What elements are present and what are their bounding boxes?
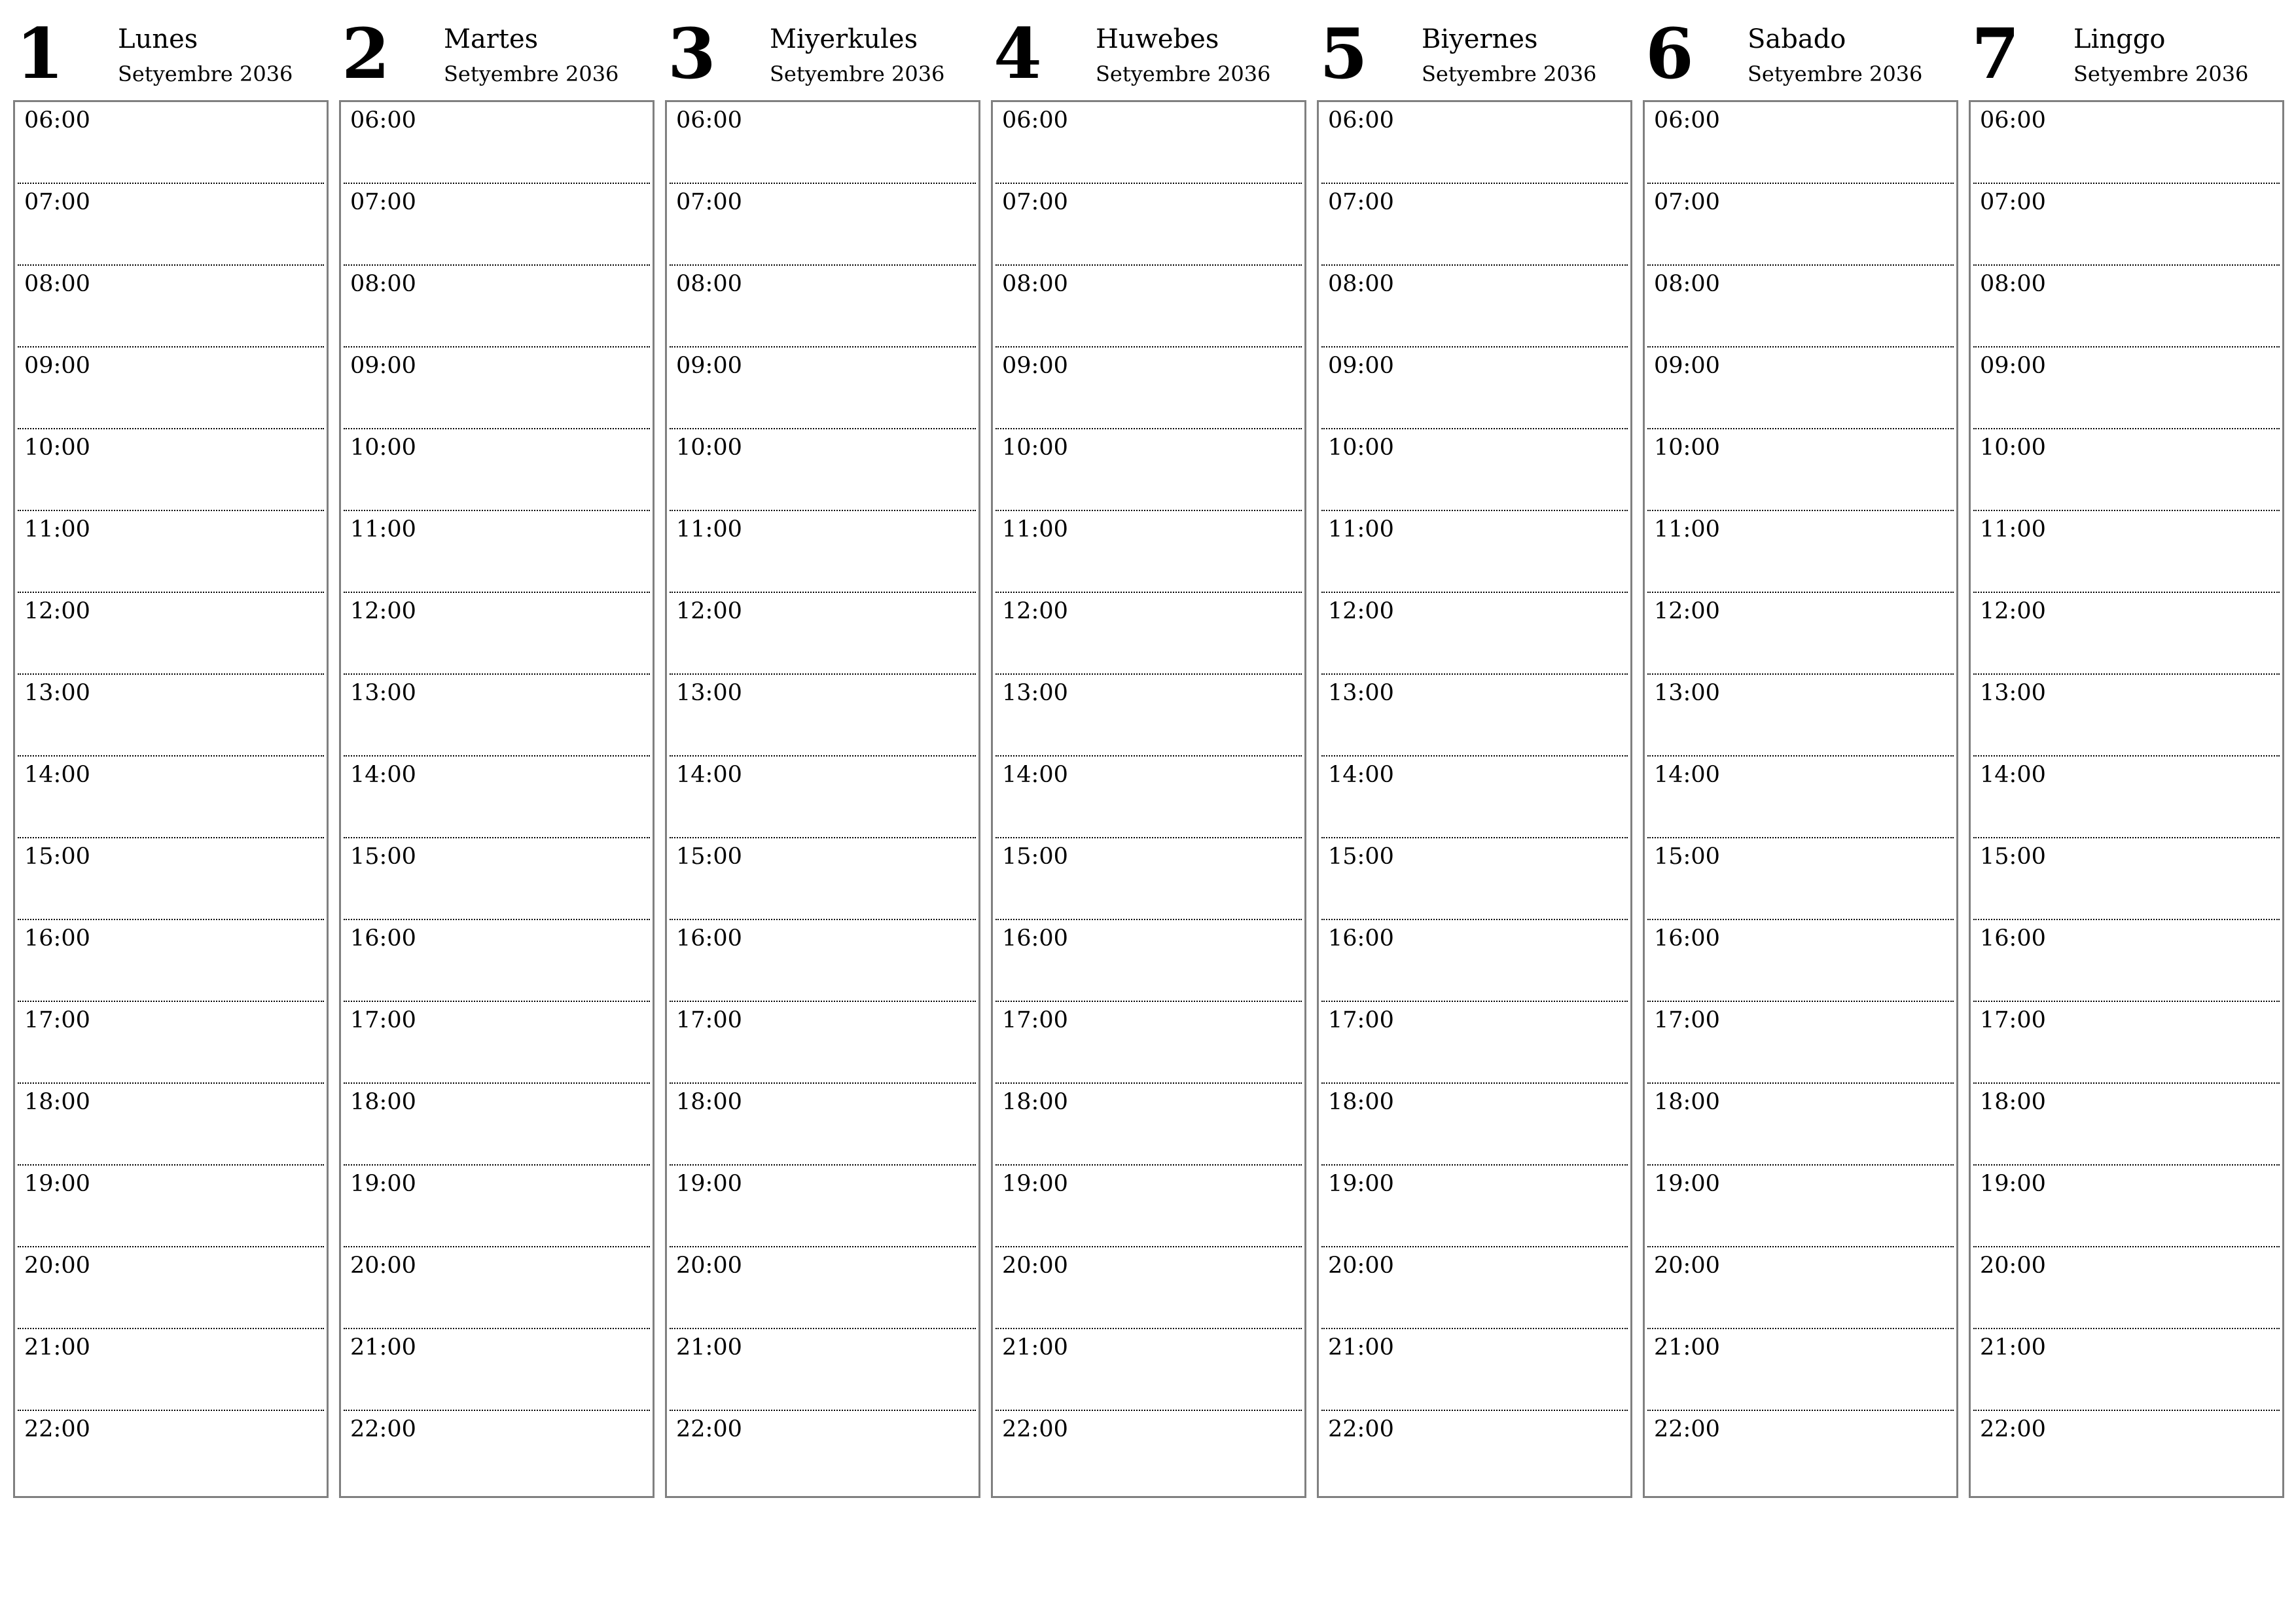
time-slot [344, 838, 650, 920]
day-schedule-box [991, 100, 1306, 1498]
time-slot [18, 266, 324, 348]
time-label: 14:00 [1328, 762, 1394, 788]
time-slot [1973, 1166, 2280, 1247]
time-slot [344, 184, 650, 266]
time-slot [1321, 348, 1628, 429]
time-slot [1973, 429, 2280, 511]
time-label: 10:00 [1654, 435, 1720, 461]
time-slot [1321, 102, 1628, 184]
day-column-7 [1969, 0, 2283, 1442]
time-label: 19:00 [1980, 1171, 2046, 1197]
time-label: 07:00 [1328, 189, 1394, 215]
time-slot [996, 757, 1302, 838]
day-name: Biyernes [1422, 24, 1538, 54]
time-label: 22:00 [1328, 1416, 1394, 1442]
time-label: 20:00 [1654, 1253, 1720, 1279]
time-label: 11:00 [1328, 516, 1394, 543]
time-label: 13:00 [24, 680, 90, 706]
time-label: 15:00 [1328, 844, 1394, 870]
time-label: 16:00 [1002, 925, 1068, 952]
day-number: 1 [16, 12, 64, 94]
time-label: 16:00 [1328, 925, 1394, 952]
time-label: 18:00 [1654, 1089, 1720, 1115]
time-slot [18, 1247, 324, 1329]
day-header [665, 0, 979, 99]
time-label: 07:00 [1002, 189, 1068, 215]
time-slot [1321, 757, 1628, 838]
time-label: 10:00 [24, 435, 90, 461]
time-slot [18, 184, 324, 266]
time-slot [1647, 757, 1954, 838]
time-slot [996, 675, 1302, 757]
time-label: 08:00 [1328, 271, 1394, 297]
time-label: 14:00 [1654, 762, 1720, 788]
time-slot [1973, 348, 2280, 429]
day-name: Martes [444, 24, 539, 54]
time-label: 12:00 [350, 598, 416, 624]
day-number: 7 [1971, 12, 2020, 94]
time-slot [1321, 1247, 1628, 1329]
time-slot [996, 511, 1302, 593]
time-label: 19:00 [676, 1171, 742, 1197]
time-slot [1647, 1329, 1954, 1411]
time-label: 09:00 [1002, 353, 1068, 379]
time-slot [1321, 1411, 1628, 1496]
day-name: Huwebes [1096, 24, 1219, 54]
time-label: 08:00 [1002, 271, 1068, 297]
time-slot [1647, 266, 1954, 348]
time-label: 06:00 [676, 107, 742, 134]
time-label: 22:00 [1654, 1416, 1720, 1442]
time-slot [670, 1247, 976, 1329]
time-slot [18, 429, 324, 511]
time-slot [1973, 1084, 2280, 1166]
time-slot [996, 429, 1302, 511]
time-label: 14:00 [350, 762, 416, 788]
time-label: 14:00 [1002, 762, 1068, 788]
time-label: 06:00 [350, 107, 416, 134]
time-slot [1321, 838, 1628, 920]
day-header [13, 0, 327, 99]
time-label: 20:00 [676, 1253, 742, 1279]
time-slot [670, 266, 976, 348]
time-slot [670, 1329, 976, 1411]
time-slot [1647, 102, 1954, 184]
time-slot [1973, 102, 2280, 184]
time-label: 15:00 [24, 844, 90, 870]
day-name: Lunes [118, 24, 198, 54]
time-slot [344, 429, 650, 511]
time-label: 19:00 [1328, 1171, 1394, 1197]
day-schedule-box [339, 100, 655, 1498]
time-slot [670, 920, 976, 1002]
time-slot [996, 184, 1302, 266]
time-slot [1647, 511, 1954, 593]
day-name: Linggo [2073, 24, 2166, 54]
time-slot [1973, 266, 2280, 348]
time-slot [996, 1166, 1302, 1247]
time-slot [1321, 1002, 1628, 1084]
time-label: 09:00 [1328, 353, 1394, 379]
time-label: 15:00 [1980, 844, 2046, 870]
time-label: 18:00 [1002, 1089, 1068, 1115]
time-label: 06:00 [1002, 107, 1068, 134]
time-label: 16:00 [1980, 925, 2046, 952]
time-label: 18:00 [350, 1089, 416, 1115]
time-label: 19:00 [1654, 1171, 1720, 1197]
time-slot [344, 1247, 650, 1329]
day-number: 2 [342, 12, 390, 94]
time-label: 21:00 [24, 1334, 90, 1361]
time-slot [670, 1411, 976, 1496]
time-slot [996, 1411, 1302, 1496]
day-name: Sabado [1748, 24, 1846, 54]
time-label: 17:00 [1980, 1007, 2046, 1033]
day-column-2 [339, 0, 653, 1442]
time-slot [1973, 1247, 2280, 1329]
time-label: 16:00 [24, 925, 90, 952]
time-slot [344, 1002, 650, 1084]
time-slot [1321, 920, 1628, 1002]
time-label: 18:00 [24, 1089, 90, 1115]
time-slot [1321, 429, 1628, 511]
time-slot [344, 593, 650, 675]
time-label: 11:00 [24, 516, 90, 543]
day-month: Setyembre 2036 [1748, 62, 1923, 86]
time-label: 20:00 [1980, 1253, 2046, 1279]
time-label: 21:00 [1654, 1334, 1720, 1361]
time-label: 14:00 [1980, 762, 2046, 788]
day-month: Setyembre 2036 [444, 62, 619, 86]
time-slot [344, 1084, 650, 1166]
time-slot [670, 675, 976, 757]
day-schedule-box [13, 100, 329, 1498]
time-label: 17:00 [24, 1007, 90, 1033]
time-label: 10:00 [350, 435, 416, 461]
day-column-5 [1317, 0, 1631, 1442]
time-label: 16:00 [1654, 925, 1720, 952]
time-slot [1647, 184, 1954, 266]
time-slot [1647, 429, 1954, 511]
time-label: 12:00 [1980, 598, 2046, 624]
time-slot [670, 1084, 976, 1166]
time-label: 10:00 [1980, 435, 2046, 461]
time-slot [18, 1002, 324, 1084]
time-label: 17:00 [350, 1007, 416, 1033]
time-label: 09:00 [24, 353, 90, 379]
time-label: 07:00 [24, 189, 90, 215]
time-slot [670, 1002, 976, 1084]
day-column-1 [13, 0, 327, 1442]
day-header [1643, 0, 1957, 99]
time-label: 10:00 [1328, 435, 1394, 461]
time-label: 06:00 [1654, 107, 1720, 134]
time-label: 19:00 [350, 1171, 416, 1197]
time-label: 12:00 [1328, 598, 1394, 624]
time-slot [18, 838, 324, 920]
time-label: 21:00 [1002, 1334, 1068, 1361]
time-slot [1321, 675, 1628, 757]
time-label: 14:00 [676, 762, 742, 788]
time-slot [996, 266, 1302, 348]
time-label: 09:00 [350, 353, 416, 379]
time-label: 13:00 [1654, 680, 1720, 706]
time-slot [1647, 1247, 1954, 1329]
time-slot [670, 838, 976, 920]
time-slot [18, 920, 324, 1002]
time-label: 22:00 [350, 1416, 416, 1442]
time-slot [996, 102, 1302, 184]
time-label: 13:00 [676, 680, 742, 706]
time-slot [1973, 1002, 2280, 1084]
time-label: 09:00 [1980, 353, 2046, 379]
time-label: 14:00 [24, 762, 90, 788]
day-number: 6 [1645, 12, 1694, 94]
time-label: 12:00 [676, 598, 742, 624]
time-label: 13:00 [1328, 680, 1394, 706]
time-label: 15:00 [676, 844, 742, 870]
time-label: 11:00 [1980, 516, 2046, 543]
time-slot [344, 102, 650, 184]
time-slot [1973, 1411, 2280, 1496]
time-label: 16:00 [676, 925, 742, 952]
time-slot [18, 757, 324, 838]
time-label: 20:00 [1002, 1253, 1068, 1279]
time-label: 17:00 [1328, 1007, 1394, 1033]
time-slot [1973, 757, 2280, 838]
time-label: 13:00 [1002, 680, 1068, 706]
time-label: 07:00 [676, 189, 742, 215]
time-slot [1973, 920, 2280, 1002]
time-slot [1647, 1411, 1954, 1496]
time-slot [670, 757, 976, 838]
time-label: 21:00 [1328, 1334, 1394, 1361]
time-label: 11:00 [350, 516, 416, 543]
day-number: 4 [994, 12, 1042, 94]
day-schedule-box [665, 100, 980, 1498]
time-slot [670, 511, 976, 593]
time-slot [1973, 184, 2280, 266]
time-slot [670, 593, 976, 675]
time-slot [18, 348, 324, 429]
time-slot [670, 348, 976, 429]
time-label: 06:00 [1980, 107, 2046, 134]
time-label: 15:00 [1002, 844, 1068, 870]
time-slot [1321, 266, 1628, 348]
time-slot [670, 429, 976, 511]
time-slot [996, 1002, 1302, 1084]
day-month: Setyembre 2036 [118, 62, 293, 86]
day-header [991, 0, 1305, 99]
time-label: 19:00 [1002, 1171, 1068, 1197]
time-label: 22:00 [676, 1416, 742, 1442]
time-label: 21:00 [1980, 1334, 2046, 1361]
time-slot [1647, 1166, 1954, 1247]
time-slot [1647, 348, 1954, 429]
time-label: 13:00 [350, 680, 416, 706]
day-schedule-box [1317, 100, 1632, 1498]
time-slot [344, 1329, 650, 1411]
time-label: 10:00 [1002, 435, 1068, 461]
time-label: 12:00 [1654, 598, 1720, 624]
time-label: 22:00 [1002, 1416, 1068, 1442]
time-slot [18, 1411, 324, 1496]
time-label: 12:00 [1002, 598, 1068, 624]
day-schedule-box [1969, 100, 2284, 1498]
time-label: 18:00 [1328, 1089, 1394, 1115]
day-column-4 [991, 0, 1305, 1442]
time-label: 06:00 [1328, 107, 1394, 134]
time-slot [344, 1166, 650, 1247]
time-slot [1647, 838, 1954, 920]
time-label: 17:00 [1654, 1007, 1720, 1033]
time-slot [670, 184, 976, 266]
time-label: 20:00 [1328, 1253, 1394, 1279]
time-slot [996, 348, 1302, 429]
time-slot [996, 593, 1302, 675]
time-label: 07:00 [1654, 189, 1720, 215]
time-slot [344, 675, 650, 757]
time-slot [18, 102, 324, 184]
time-label: 07:00 [1980, 189, 2046, 215]
time-slot [1647, 1084, 1954, 1166]
time-slot [1321, 593, 1628, 675]
time-slot [1321, 1166, 1628, 1247]
time-slot [1321, 1084, 1628, 1166]
time-label: 21:00 [676, 1334, 742, 1361]
time-slot [996, 920, 1302, 1002]
time-slot [344, 348, 650, 429]
time-slot [1321, 184, 1628, 266]
day-name: Miyerkules [770, 24, 918, 54]
time-slot [1647, 675, 1954, 757]
time-label: 16:00 [350, 925, 416, 952]
time-slot [1321, 1329, 1628, 1411]
time-label: 08:00 [24, 271, 90, 297]
day-header [1317, 0, 1631, 99]
time-label: 20:00 [24, 1253, 90, 1279]
time-slot [18, 593, 324, 675]
time-label: 15:00 [1654, 844, 1720, 870]
time-slot [344, 511, 650, 593]
day-month: Setyembre 2036 [2073, 62, 2249, 86]
time-slot [670, 102, 976, 184]
time-label: 19:00 [24, 1171, 90, 1197]
time-label: 08:00 [676, 271, 742, 297]
time-slot [18, 675, 324, 757]
day-month: Setyembre 2036 [1096, 62, 1271, 86]
time-slot [1973, 511, 2280, 593]
time-label: 09:00 [1654, 353, 1720, 379]
time-label: 08:00 [1654, 271, 1720, 297]
time-slot [1973, 675, 2280, 757]
day-month: Setyembre 2036 [1422, 62, 1597, 86]
day-number: 3 [668, 12, 716, 94]
time-label: 11:00 [676, 516, 742, 543]
time-label: 06:00 [24, 107, 90, 134]
time-label: 17:00 [676, 1007, 742, 1033]
time-slot [670, 1166, 976, 1247]
time-slot [18, 1166, 324, 1247]
day-header [1969, 0, 2283, 99]
day-column-3 [665, 0, 979, 1442]
day-schedule-box [1643, 100, 1958, 1498]
time-label: 18:00 [676, 1089, 742, 1115]
time-slot [996, 1247, 1302, 1329]
time-slot [996, 838, 1302, 920]
time-slot [18, 1329, 324, 1411]
time-slot [18, 511, 324, 593]
time-label: 11:00 [1002, 516, 1068, 543]
time-slot [1647, 920, 1954, 1002]
time-label: 08:00 [1980, 271, 2046, 297]
time-slot [1647, 1002, 1954, 1084]
time-slot [344, 757, 650, 838]
time-label: 08:00 [350, 271, 416, 297]
time-label: 12:00 [24, 598, 90, 624]
time-slot [996, 1084, 1302, 1166]
day-month: Setyembre 2036 [770, 62, 945, 86]
time-label: 09:00 [676, 353, 742, 379]
time-slot [1973, 838, 2280, 920]
time-label: 10:00 [676, 435, 742, 461]
time-label: 17:00 [1002, 1007, 1068, 1033]
time-slot [344, 266, 650, 348]
time-slot [344, 1411, 650, 1496]
time-slot [18, 1084, 324, 1166]
time-label: 13:00 [1980, 680, 2046, 706]
time-label: 22:00 [1980, 1416, 2046, 1442]
time-slot [1973, 593, 2280, 675]
time-label: 07:00 [350, 189, 416, 215]
time-label: 11:00 [1654, 516, 1720, 543]
time-label: 22:00 [24, 1416, 90, 1442]
time-slot [344, 920, 650, 1002]
time-slot [996, 1329, 1302, 1411]
time-slot [1321, 511, 1628, 593]
day-column-6 [1643, 0, 1957, 1442]
time-label: 20:00 [350, 1253, 416, 1279]
day-number: 5 [1319, 12, 1368, 94]
day-header [339, 0, 653, 99]
time-slot [1973, 1329, 2280, 1411]
time-label: 21:00 [350, 1334, 416, 1361]
time-label: 18:00 [1980, 1089, 2046, 1115]
time-label: 15:00 [350, 844, 416, 870]
time-slot [1647, 593, 1954, 675]
